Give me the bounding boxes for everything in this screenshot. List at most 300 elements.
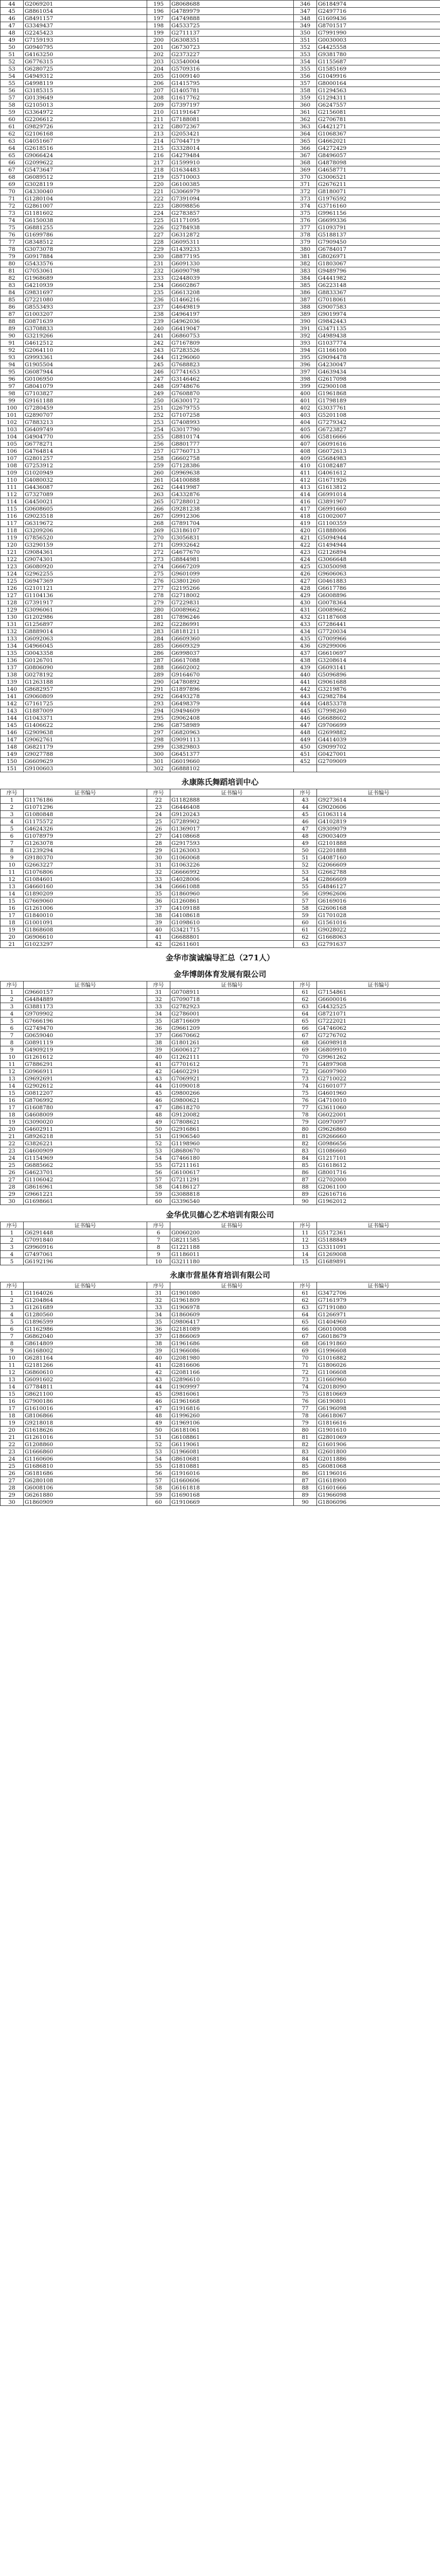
seq-cell: 17 bbox=[1, 1104, 24, 1111]
seq-cell: 36 bbox=[147, 1326, 170, 1333]
cert-number-cell: G9023518 bbox=[24, 513, 147, 520]
cert-number-cell: G1961868 bbox=[317, 390, 440, 397]
seq-cell: 73 bbox=[294, 1376, 317, 1383]
header-cert: 证书编号 bbox=[170, 1282, 294, 1290]
seq-cell: 283 bbox=[147, 628, 170, 635]
cert-number-cell: G4272429 bbox=[317, 145, 440, 152]
cert-number-cell: G1182888 bbox=[170, 796, 294, 804]
cert-number-cell: G1263078 bbox=[24, 840, 147, 847]
seq-cell: 109 bbox=[1, 469, 24, 477]
seq-cell: 46 bbox=[147, 1097, 170, 1104]
table-row bbox=[1, 145, 440, 152]
cert-number-cell: G9748676 bbox=[170, 383, 294, 390]
table-row bbox=[1, 1082, 440, 1090]
cert-number-cell: G2890707 bbox=[24, 412, 147, 419]
cert-number-cell: G1100359 bbox=[317, 520, 440, 527]
cert-number-cell: G3328014 bbox=[170, 145, 294, 152]
table-row bbox=[1, 1297, 440, 1304]
seq-cell: 3 bbox=[1, 1244, 24, 1251]
seq-cell: 59 bbox=[1, 109, 24, 116]
cert-number-cell: G8496057 bbox=[317, 152, 440, 159]
table-row bbox=[1, 549, 440, 556]
cert-number-cell: G6446408 bbox=[170, 804, 294, 811]
cert-number-cell: G7327089 bbox=[24, 491, 147, 498]
cert-number-cell: G6821179 bbox=[24, 743, 147, 751]
cert-number-cell: G8758989 bbox=[170, 722, 294, 729]
seq-cell: 63 bbox=[294, 1304, 317, 1311]
seq-cell: 18 bbox=[1, 1412, 24, 1419]
cert-number-cell: G3472706 bbox=[317, 1290, 440, 1297]
seq-cell: 101 bbox=[1, 412, 24, 419]
seq-cell: 81 bbox=[294, 1434, 317, 1441]
cert-number-cell: G1860960 bbox=[170, 890, 294, 897]
seq-cell: 34 bbox=[147, 883, 170, 890]
table-row bbox=[1, 883, 440, 890]
seq-cell: 47 bbox=[147, 1104, 170, 1111]
seq-cell: 65 bbox=[294, 1318, 317, 1326]
cert-number-cell: G4746062 bbox=[317, 1025, 440, 1032]
table-row bbox=[1, 736, 440, 743]
seq-cell: 30 bbox=[1, 1499, 24, 1506]
seq-cell: 374 bbox=[294, 202, 317, 210]
cert-number-cell: G2702000 bbox=[317, 1176, 440, 1183]
seq-cell: 452 bbox=[294, 758, 317, 765]
seq-cell: 77 bbox=[294, 1405, 317, 1412]
seq-cell: 83 bbox=[1, 282, 24, 289]
seq-cell: 214 bbox=[147, 138, 170, 145]
cert-number-cell: G1063114 bbox=[317, 811, 440, 818]
cert-number-cell: G1916016 bbox=[170, 1470, 294, 1477]
seq-cell: 62 bbox=[294, 934, 317, 941]
table-row bbox=[1, 729, 440, 736]
cert-number-cell: G1261612 bbox=[24, 1054, 147, 1061]
seq-cell: 82 bbox=[294, 1441, 317, 1448]
cert-number-cell: G4780892 bbox=[170, 679, 294, 686]
table-row bbox=[1, 1075, 440, 1082]
cert-number-cell: G1405781 bbox=[170, 87, 294, 94]
cert-number-cell: G1806026 bbox=[317, 1362, 440, 1369]
cert-number-cell: G3208614 bbox=[317, 657, 440, 664]
seq-cell: 86 bbox=[294, 1169, 317, 1176]
cert-number-cell: G7688823 bbox=[170, 361, 294, 368]
seq-cell: 82 bbox=[294, 1140, 317, 1147]
cert-number-cell: G4623701 bbox=[24, 1169, 147, 1176]
seq-cell: 281 bbox=[147, 614, 170, 621]
cert-number-cell: G1261016 bbox=[24, 1434, 147, 1441]
seq-cell: 220 bbox=[147, 181, 170, 188]
table-row bbox=[1, 1133, 440, 1140]
cert-number-cell: G1196016 bbox=[317, 1470, 440, 1477]
cert-number-cell: G6081068 bbox=[317, 1463, 440, 1470]
seq-cell: 68 bbox=[294, 1340, 317, 1347]
cert-number-cell: G4710010 bbox=[317, 1097, 440, 1104]
header-cert: 证书编号 bbox=[317, 1222, 440, 1229]
seq-cell: 228 bbox=[147, 239, 170, 246]
table-row bbox=[1, 491, 440, 498]
cert-number-cell: G7701612 bbox=[170, 1061, 294, 1068]
seq-cell: 64 bbox=[294, 1010, 317, 1018]
cert-number-cell: G6602758 bbox=[170, 455, 294, 462]
table-header-row bbox=[1, 1222, 440, 1229]
table-row bbox=[1, 289, 440, 296]
seq-cell: 254 bbox=[147, 426, 170, 433]
table-row bbox=[1, 181, 440, 188]
cert-number-cell: G9062761 bbox=[24, 736, 147, 743]
table-row bbox=[1, 1383, 440, 1391]
seq-cell: 75 bbox=[294, 1090, 317, 1097]
seq-cell: 36 bbox=[147, 1025, 170, 1032]
seq-cell: 55 bbox=[1, 80, 24, 87]
cert-number-cell: G1609436 bbox=[317, 15, 440, 22]
cert-number-cell: G1217101 bbox=[317, 1155, 440, 1162]
cert-number-cell: G2866609 bbox=[317, 876, 440, 883]
cert-number-cell: G1966098 bbox=[317, 1492, 440, 1499]
seq-cell: 71 bbox=[294, 1061, 317, 1068]
table-row bbox=[1, 513, 440, 520]
cert-number-cell: G5433576 bbox=[24, 260, 147, 267]
cert-number-cell: G5188137 bbox=[317, 231, 440, 239]
seq-cell: 81 bbox=[294, 1133, 317, 1140]
seq-cell: 85 bbox=[1, 296, 24, 303]
seq-cell: 117 bbox=[1, 520, 24, 527]
cert-number-cell: G1106608 bbox=[317, 1369, 440, 1376]
cert-number-cell: G6784017 bbox=[317, 246, 440, 253]
cert-number-cell: G6602002 bbox=[170, 664, 294, 671]
cert-number-cell: G1104136 bbox=[24, 592, 147, 599]
seq-cell: 2 bbox=[1, 804, 24, 811]
header-seq: 序号 bbox=[1, 1222, 24, 1229]
cert-number-cell: G9164670 bbox=[170, 671, 294, 679]
seq-cell: 359 bbox=[294, 94, 317, 101]
cert-number-cell: G2791637 bbox=[317, 941, 440, 948]
table-row bbox=[1, 484, 440, 491]
table-row bbox=[1, 347, 440, 354]
cert-number-cell: G6098918 bbox=[317, 1039, 440, 1046]
cert-number-cell: G1996608 bbox=[317, 1347, 440, 1354]
seq-cell: 258 bbox=[147, 455, 170, 462]
seq-cell: 84 bbox=[294, 1455, 317, 1463]
seq-cell: 73 bbox=[1, 210, 24, 217]
seq-cell: 73 bbox=[294, 1075, 317, 1082]
cert-number-cell: G2181266 bbox=[24, 1362, 147, 1369]
seq-cell: 38 bbox=[147, 912, 170, 919]
cert-number-cell: G9180370 bbox=[24, 854, 147, 861]
seq-cell: 77 bbox=[1, 239, 24, 246]
cert-number-cell: G0812207 bbox=[24, 1090, 147, 1097]
cert-number-cell: G7497061 bbox=[24, 1251, 147, 1258]
seq-cell: 297 bbox=[147, 729, 170, 736]
seq-cell: 121 bbox=[1, 549, 24, 556]
cert-number-cell: G8680670 bbox=[170, 1147, 294, 1155]
seq-cell: 406 bbox=[294, 433, 317, 440]
seq-cell: 7 bbox=[147, 1236, 170, 1244]
seq-cell: 54 bbox=[1, 73, 24, 80]
cert-number-cell: G1896599 bbox=[24, 1318, 147, 1326]
cert-number-cell: G1020949 bbox=[24, 469, 147, 477]
seq-cell: 236 bbox=[147, 296, 170, 303]
seq-cell: 249 bbox=[147, 390, 170, 397]
cert-number-cell: G3471135 bbox=[317, 325, 440, 332]
cert-number-cell: G7018061 bbox=[317, 296, 440, 303]
seq-cell: 262 bbox=[147, 484, 170, 491]
seq-cell: 8 bbox=[1, 1039, 24, 1046]
seq-cell: 144 bbox=[1, 715, 24, 722]
cert-number-cell: G8801777 bbox=[170, 440, 294, 448]
cert-number-cell: G1415795 bbox=[170, 80, 294, 87]
seq-cell: 372 bbox=[294, 188, 317, 195]
header-cert: 证书编号 bbox=[24, 1282, 147, 1290]
cert-number-cell: G2611601 bbox=[170, 941, 294, 948]
cert-number-cell: G1261006 bbox=[24, 905, 147, 912]
header-seq: 序号 bbox=[294, 1222, 317, 1229]
seq-cell: 13 bbox=[1, 1376, 24, 1383]
seq-cell: 28 bbox=[147, 840, 170, 847]
seq-cell: 138 bbox=[1, 671, 24, 679]
table-row bbox=[1, 325, 440, 332]
table-row bbox=[1, 65, 440, 73]
seq-cell: 115 bbox=[1, 505, 24, 513]
table-row bbox=[1, 1463, 440, 1470]
seq-cell: 5 bbox=[1, 1318, 24, 1326]
seq-cell: 50 bbox=[1, 44, 24, 51]
cert-number-cell: G3209206 bbox=[24, 527, 147, 534]
seq-cell: 127 bbox=[1, 592, 24, 599]
table-row bbox=[1, 876, 440, 883]
seq-cell: 438 bbox=[294, 657, 317, 664]
table-row bbox=[1, 318, 440, 325]
seq-cell: 4 bbox=[1, 1010, 24, 1018]
seq-cell: 74 bbox=[294, 1082, 317, 1090]
cert-number-cell: G3349437 bbox=[24, 22, 147, 29]
seq-cell: 361 bbox=[294, 109, 317, 116]
cert-number-cell: G6613208 bbox=[170, 289, 294, 296]
seq-cell: 57 bbox=[147, 1477, 170, 1484]
table-row bbox=[1, 440, 440, 448]
seq-cell: 223 bbox=[147, 202, 170, 210]
cert-number-cell: G6610697 bbox=[317, 650, 440, 657]
seq-cell: 349 bbox=[294, 22, 317, 29]
table-row bbox=[1, 715, 440, 722]
cert-number-cell: G9266660 bbox=[317, 1133, 440, 1140]
table-row bbox=[1, 926, 440, 934]
table-row bbox=[1, 570, 440, 578]
seq-cell: 444 bbox=[294, 700, 317, 707]
seq-cell: 3 bbox=[1, 1304, 24, 1311]
cert-number-cell: G3146462 bbox=[170, 376, 294, 383]
seq-cell: 224 bbox=[147, 210, 170, 217]
seq-cell: 68 bbox=[1, 174, 24, 181]
seq-cell: 12 bbox=[1, 1369, 24, 1376]
table-row bbox=[1, 664, 440, 671]
cert-number-cell: G6184974 bbox=[317, 1, 440, 8]
cert-number-cell: G2709009 bbox=[317, 758, 440, 765]
cert-number-cell: G6688602 bbox=[317, 715, 440, 722]
seq-cell: 424 bbox=[294, 556, 317, 563]
seq-cell: 416 bbox=[294, 498, 317, 505]
seq-cell: 26 bbox=[1, 1470, 24, 1477]
cert-number-cell: G1176186 bbox=[24, 796, 147, 804]
cert-number-cell: G3219266 bbox=[24, 332, 147, 340]
seq-cell: 218 bbox=[147, 166, 170, 174]
cert-number-cell: G6661088 bbox=[170, 883, 294, 890]
seq-cell: 1 bbox=[1, 796, 24, 804]
cert-number-cell: G7167809 bbox=[170, 340, 294, 347]
cert-number-cell: G1671926 bbox=[317, 477, 440, 484]
cert-number-cell: G2181089 bbox=[170, 1326, 294, 1333]
certificate-table bbox=[0, 1282, 440, 1506]
seq-cell: 45 bbox=[147, 1391, 170, 1398]
cert-number-cell: G1037774 bbox=[317, 340, 440, 347]
seq-cell: 195 bbox=[147, 1, 170, 8]
table-row bbox=[1, 202, 440, 210]
cert-number-cell: G1086660 bbox=[317, 1147, 440, 1155]
seq-cell: 6 bbox=[1, 833, 24, 840]
seq-cell: 4 bbox=[1, 1251, 24, 1258]
table-row bbox=[1, 462, 440, 469]
cert-number-cell: G2917593 bbox=[170, 840, 294, 847]
seq-cell: 232 bbox=[147, 267, 170, 275]
seq-cell: 106 bbox=[1, 448, 24, 455]
seq-cell: 61 bbox=[294, 926, 317, 934]
seq-cell: 90 bbox=[294, 1499, 317, 1506]
cert-number-cell: G0966911 bbox=[24, 1068, 147, 1075]
table-row bbox=[1, 897, 440, 905]
cert-number-cell: G1618900 bbox=[317, 1477, 440, 1484]
table-row bbox=[1, 354, 440, 361]
table-row bbox=[1, 469, 440, 477]
table-row bbox=[1, 1434, 440, 1441]
seq-cell: 7 bbox=[1, 840, 24, 847]
seq-cell: 79 bbox=[1, 253, 24, 260]
seq-cell: 53 bbox=[1, 65, 24, 73]
cert-number-cell: G1198960 bbox=[170, 1140, 294, 1147]
cert-number-cell: G4909219 bbox=[24, 1046, 147, 1054]
seq-cell: 74 bbox=[294, 1383, 317, 1391]
seq-cell: 68 bbox=[294, 1039, 317, 1046]
seq-cell: 363 bbox=[294, 123, 317, 130]
seq-cell: 20 bbox=[1, 1126, 24, 1133]
table-row bbox=[1, 811, 440, 818]
seq-cell: 6 bbox=[1, 1025, 24, 1032]
cert-number-cell: G4662021 bbox=[317, 138, 440, 145]
cert-number-cell: G2497716 bbox=[317, 8, 440, 15]
header-cert: 证书编号 bbox=[170, 1222, 294, 1229]
cert-number-cell: G6319672 bbox=[24, 520, 147, 527]
cert-number-cell: G1660606 bbox=[170, 1477, 294, 1484]
table-row bbox=[1, 520, 440, 527]
cert-number-cell: G1208860 bbox=[24, 1441, 147, 1448]
seq-cell: 52 bbox=[147, 1441, 170, 1448]
seq-cell: 300 bbox=[147, 751, 170, 758]
cert-number-cell: G3611060 bbox=[317, 1104, 440, 1111]
cert-number-cell: G6667209 bbox=[170, 563, 294, 570]
seq-cell bbox=[294, 765, 317, 772]
seq-cell: 215 bbox=[147, 145, 170, 152]
table-row bbox=[1, 700, 440, 707]
table-row bbox=[1, 1018, 440, 1025]
cert-number-cell: G6091602 bbox=[24, 1376, 147, 1383]
cert-number-cell: G1239294 bbox=[24, 847, 147, 854]
seq-cell: 23 bbox=[1, 1147, 24, 1155]
seq-cell: 25 bbox=[1, 1162, 24, 1169]
seq-cell: 200 bbox=[147, 37, 170, 44]
seq-cell: 405 bbox=[294, 426, 317, 433]
seq-cell: 207 bbox=[147, 87, 170, 94]
cert-number-cell: G2373227 bbox=[170, 51, 294, 58]
cert-number-cell: G1617762 bbox=[170, 94, 294, 101]
cert-number-cell: G8001716 bbox=[317, 1169, 440, 1176]
cert-number-cell: G1263188 bbox=[24, 679, 147, 686]
cert-number-cell: G2617098 bbox=[317, 376, 440, 383]
seq-cell: 50 bbox=[294, 847, 317, 854]
seq-cell: 358 bbox=[294, 87, 317, 94]
seq-cell: 89 bbox=[294, 1191, 317, 1198]
cert-number-cell: G5172361 bbox=[317, 1229, 440, 1236]
cert-number-cell: G6312872 bbox=[170, 231, 294, 239]
table-row bbox=[1, 825, 440, 833]
cert-number-cell: G4602291 bbox=[170, 1068, 294, 1075]
seq-cell: 8 bbox=[1, 1340, 24, 1347]
seq-cell: 401 bbox=[294, 397, 317, 404]
cert-number-cell: G8889014 bbox=[24, 628, 147, 635]
cert-number-cell: G1294311 bbox=[317, 94, 440, 101]
seq-cell: 386 bbox=[294, 289, 317, 296]
cert-number-cell: G9706699 bbox=[317, 722, 440, 729]
seq-cell: 7 bbox=[1, 1333, 24, 1340]
cert-number-cell: G4102819 bbox=[317, 818, 440, 825]
seq-cell: 88 bbox=[294, 1484, 317, 1492]
cert-number-cell: G8026971 bbox=[317, 253, 440, 260]
cert-number-cell: G1009140 bbox=[170, 73, 294, 80]
table-row bbox=[1, 1191, 440, 1198]
seq-cell: 33 bbox=[147, 1304, 170, 1311]
seq-cell: 97 bbox=[1, 383, 24, 390]
seq-cell: 196 bbox=[147, 8, 170, 15]
seq-cell: 95 bbox=[1, 368, 24, 376]
seq-cell: 256 bbox=[147, 440, 170, 448]
seq-cell: 34 bbox=[147, 1311, 170, 1318]
seq-cell: 24 bbox=[1, 1455, 24, 1463]
seq-cell: 125 bbox=[1, 578, 24, 585]
table-row bbox=[1, 217, 440, 224]
cert-number-cell: G6602867 bbox=[170, 282, 294, 289]
cert-number-cell: G4964197 bbox=[170, 311, 294, 318]
seq-cell: 59 bbox=[147, 1191, 170, 1198]
table-row bbox=[1, 650, 440, 657]
seq-cell: 293 bbox=[147, 700, 170, 707]
cert-number-cell: G6181061 bbox=[170, 1427, 294, 1434]
cert-number-cell: G1689891 bbox=[317, 1258, 440, 1265]
seq-cell: 365 bbox=[294, 138, 317, 145]
table-row bbox=[1, 614, 440, 621]
seq-cell: 37 bbox=[147, 1333, 170, 1340]
cert-number-cell: G0986656 bbox=[317, 1140, 440, 1147]
cert-number-cell: G2801257 bbox=[24, 455, 147, 462]
seq-cell: 2 bbox=[1, 1236, 24, 1244]
table-row bbox=[1, 1405, 440, 1412]
seq-cell: 431 bbox=[294, 606, 317, 614]
table-row bbox=[1, 15, 440, 22]
seq-cell: 441 bbox=[294, 679, 317, 686]
table-row bbox=[1, 412, 440, 419]
seq-cell: 53 bbox=[294, 869, 317, 876]
seq-cell: 429 bbox=[294, 592, 317, 599]
cert-number-cell: G1261689 bbox=[24, 1304, 147, 1311]
cert-number-cell: G9800266 bbox=[170, 1090, 294, 1097]
cert-number-cell: G0659040 bbox=[24, 1032, 147, 1039]
cert-number-cell: G6119061 bbox=[170, 1441, 294, 1448]
cert-number-cell: G6493278 bbox=[170, 693, 294, 700]
